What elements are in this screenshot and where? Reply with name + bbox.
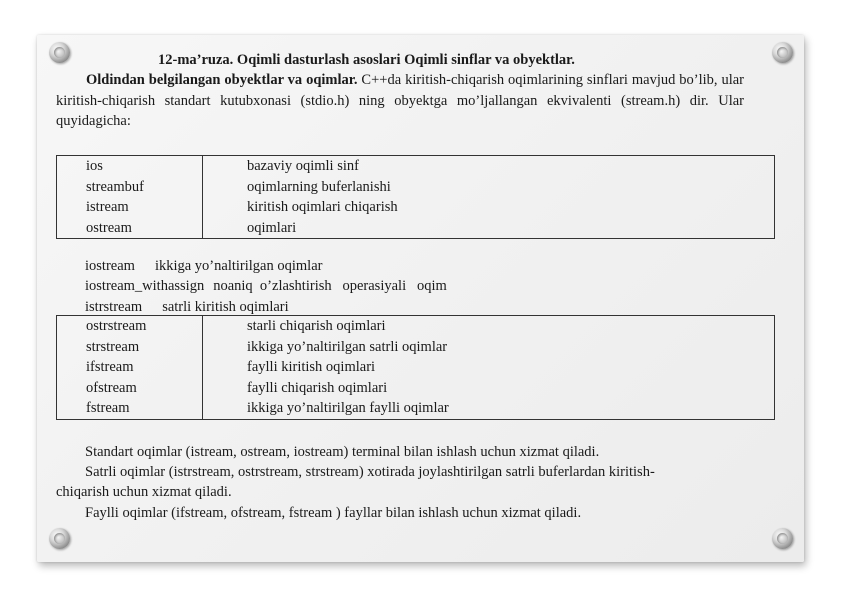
class-name: strstream — [86, 338, 140, 355]
class-name: istrstream — [85, 299, 143, 315]
class-name: fstream — [86, 400, 130, 416]
class-description: oqimlari — [247, 219, 297, 236]
class-description: satrli kiritish oqimlari — [162, 299, 289, 315]
loose-row — [85, 276, 447, 297]
screw-icon — [49, 42, 70, 63]
class-description-column — [203, 316, 775, 420]
intro-text: C++da kiritish-chiqarish oqimlarining sinflari mavjud bo’lib, ular kiritish-chiqarish standart kutubxonasi (stdio.h) ning obyektga mo’ljallangan ekvivalenti (stream.h) dir. Ular quyidagicha: — [56, 72, 744, 129]
class-name-column — [57, 316, 203, 420]
screw-icon — [49, 528, 70, 549]
class-name: iostream_withassign — [85, 278, 205, 294]
loose-row — [85, 256, 322, 277]
standard-streams-paragraph: Standart oqimlar (istream, ostream, iostream) terminal bilan ishlash uchun xizmat qiladi. — [85, 444, 600, 460]
class-description: ikkiga yo’naltirilgan satrli oqimlar — [247, 338, 448, 355]
stream-classes-table-1 — [56, 155, 775, 239]
class-description: starli chiqarish oqimlari — [247, 318, 386, 334]
stream-classes-table-2 — [56, 315, 775, 420]
class-description: faylli chiqarish oqimlari — [247, 379, 388, 396]
class-description: ikkiga yo’naltirilgan oqimlar — [154, 258, 323, 274]
screw-icon — [772, 42, 793, 63]
class-name-column — [57, 156, 203, 239]
class-name: istream — [86, 199, 129, 215]
intro-paragraph — [56, 70, 744, 132]
class-description-column — [203, 156, 775, 239]
class-name: streambuf — [86, 178, 144, 195]
class-name: ostream — [86, 219, 132, 236]
class-name: ostrstream — [86, 318, 147, 334]
screw-icon — [772, 528, 793, 549]
class-name: ofstream — [86, 379, 137, 396]
class-name: ifstream — [86, 359, 134, 375]
file-streams-paragraph: Faylli oqimlar (ifstream, ofstream, fstream ) fayllar bilan ishlash uchun xizmat qiladi. — [85, 505, 582, 521]
string-streams-paragraph-line-1: Satrli oqimlar (istrstream, ostrstream, strstream) xotirada joylashtirilgan satrli buferlardan kiritish- — [85, 464, 655, 480]
class-description: faylli kiritish oqimlari — [247, 359, 376, 375]
class-description: bazaviy oqimli sinf — [247, 158, 359, 174]
string-streams-paragraph-line-2: chiqarish uchun xizmat qiladi. — [56, 484, 232, 500]
intro-bold-lead: Oldindan belgilangan obyektlar va oqimlar. — [86, 72, 358, 88]
class-description: oqimlarning buferlanishi — [247, 178, 391, 195]
class-name: iostream — [85, 258, 135, 274]
class-description: ikkiga yo’naltirilgan faylli oqimlar — [247, 400, 449, 416]
lecture-title: 12-ma’ruza. Oqimli dasturlash asoslari Oqimli sinflar va obyektlar. — [158, 52, 575, 68]
class-name: ios — [86, 158, 103, 174]
class-description: kiritish oqimlari chiqarish — [247, 199, 398, 215]
class-description: noaniq o’zlashtirish operasiyali oqim — [213, 278, 447, 294]
